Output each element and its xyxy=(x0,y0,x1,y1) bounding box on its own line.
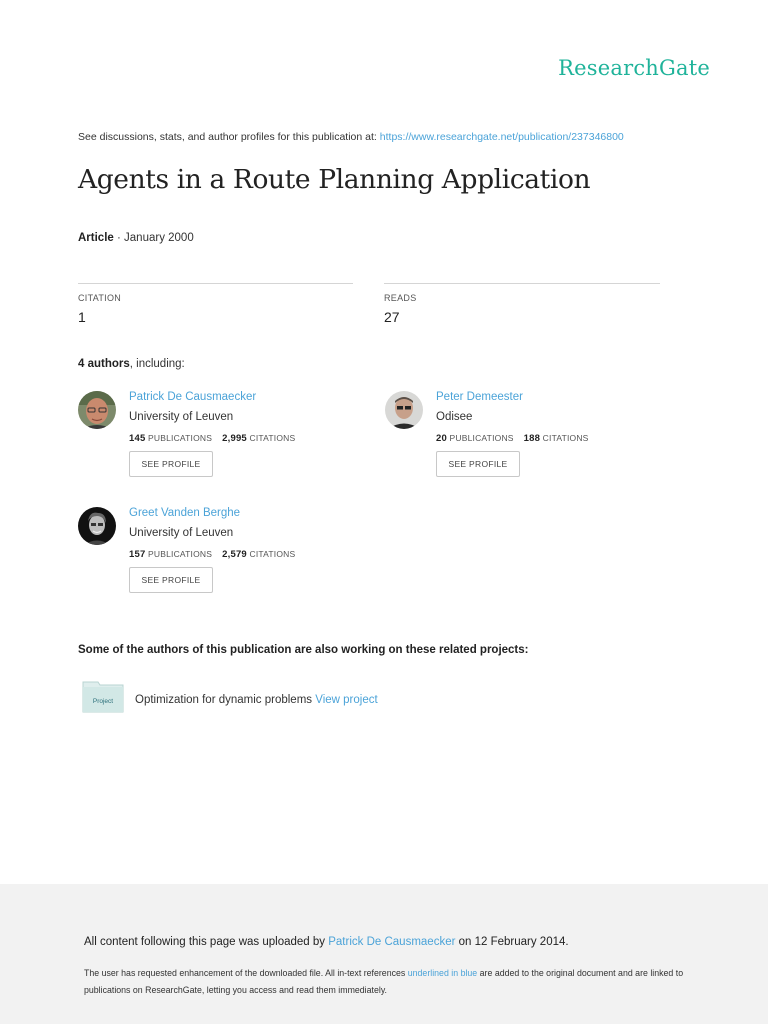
author-name-link[interactable]: Peter Demeester xyxy=(436,391,523,403)
project-icon-label: Project xyxy=(92,698,114,705)
publication-url-link[interactable]: https://www.researchgate.net/publication/237346800 xyxy=(379,131,624,143)
author-card xyxy=(385,391,645,501)
author-stats xyxy=(436,433,589,444)
authors-heading xyxy=(78,358,185,370)
publications-count: 20 xyxy=(436,433,447,444)
citation-divider xyxy=(78,283,353,284)
publications-label: PUBLICATIONS xyxy=(148,433,213,443)
uploaded-suffix: on 12 February 2014. xyxy=(458,936,569,948)
notice-link: underlined in blue xyxy=(407,968,478,978)
author-stats xyxy=(129,549,295,560)
publications-label: PUBLICATIONS xyxy=(449,433,514,443)
citation-label: CITATION xyxy=(78,293,122,303)
view-project-link[interactable]: View project xyxy=(315,694,378,706)
reads-value: 27 xyxy=(384,309,400,325)
see-discussions-line xyxy=(78,131,624,143)
article-meta: Article · January 2000 xyxy=(78,232,194,244)
publications-count: 157 xyxy=(129,549,146,560)
authors-suffix: , including: xyxy=(129,358,185,370)
reads-label: READS xyxy=(384,293,417,303)
notice-part2: are added to the original document and are linked to publications on ResearchGate, letting you access and read them immediately. xyxy=(84,968,684,995)
publication-title: Agents in a Route Planning Application xyxy=(78,164,591,195)
uploaded-prefix: All content following this page was uploaded by xyxy=(84,936,326,948)
citation-value: 1 xyxy=(78,309,86,325)
footer-notice xyxy=(0,884,768,1024)
project-item xyxy=(135,694,378,706)
citations-count: 188 xyxy=(523,433,541,444)
publications-count: 145 xyxy=(129,433,146,444)
see-profile-button[interactable]: SEE PROFILE xyxy=(436,451,520,477)
person-photo-icon[interactable] xyxy=(385,391,423,429)
see-profile-button[interactable]: SEE PROFILE xyxy=(129,567,213,593)
citations-count: 2,579 xyxy=(222,549,247,560)
notice-part1: The user has requested enhancement of the downloaded file. All in-text references xyxy=(84,968,406,978)
author-name-link[interactable]: Patrick De Causmaecker xyxy=(129,391,257,403)
author-institution: Odisee xyxy=(436,411,473,423)
citations-label: CITATIONS xyxy=(249,433,296,443)
authors-count: 4 authors xyxy=(78,358,130,370)
article-type: Article xyxy=(78,232,114,244)
project-folder-icon[interactable] xyxy=(82,681,124,713)
researchgate-logo[interactable]: ResearchGate xyxy=(558,56,710,80)
author-institution: University of Leuven xyxy=(129,527,234,539)
person-photo-icon[interactable] xyxy=(78,391,116,429)
author-name-link[interactable]: Greet Vanden Berghe xyxy=(129,507,241,519)
see-discussions-text: See discussions, stats, and author profiles for this publication at: xyxy=(78,131,377,143)
author-card xyxy=(78,391,338,501)
related-projects-heading: Some of the authors of this publication are also working on these related projects: xyxy=(78,644,529,656)
uploader-link[interactable]: Patrick De Causmaecker xyxy=(328,936,456,948)
project-title: Optimization for dynamic problems xyxy=(135,694,313,706)
author-stats xyxy=(129,433,295,444)
author-institution: University of Leuven xyxy=(129,411,234,423)
citations-count: 2,995 xyxy=(222,433,247,444)
article-date: January 2000 xyxy=(124,232,194,244)
enhancement-notice xyxy=(84,965,684,999)
upload-line xyxy=(84,936,569,948)
author-card xyxy=(78,507,338,617)
publications-label: PUBLICATIONS xyxy=(148,549,213,559)
citations-label: CITATIONS xyxy=(249,549,296,559)
citations-label: CITATIONS xyxy=(542,433,589,443)
see-profile-button[interactable]: SEE PROFILE xyxy=(129,451,213,477)
reads-divider xyxy=(384,283,660,284)
person-photo-icon[interactable] xyxy=(78,507,116,545)
